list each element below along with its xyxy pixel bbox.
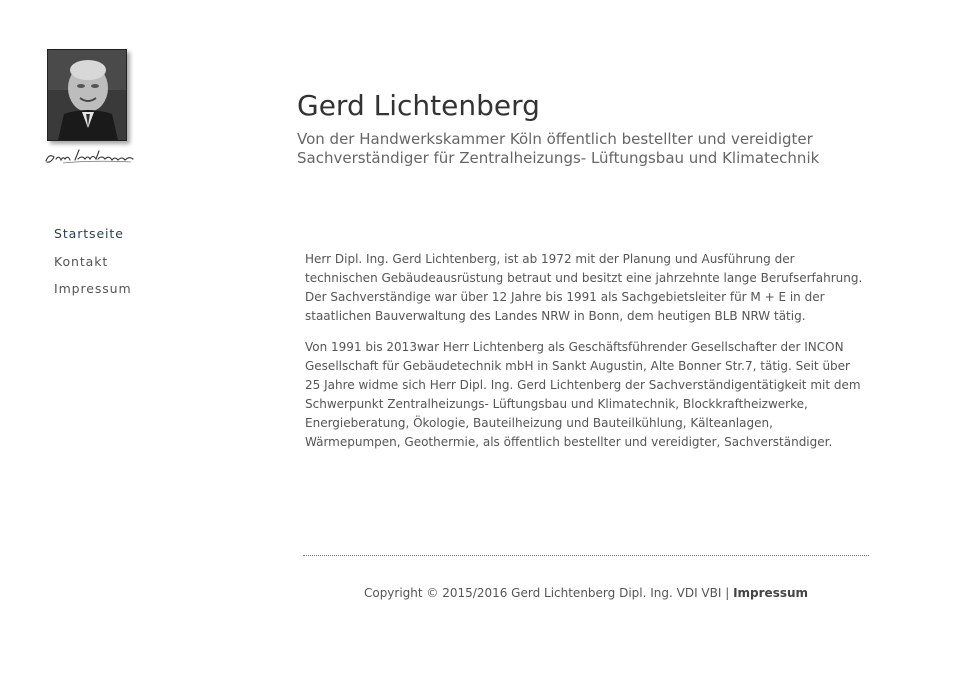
- site-subtitle: [297, 130, 857, 168]
- portrait-block: [43, 47, 138, 172]
- portrait-photo: [47, 49, 127, 141]
- subtitle-line-1: Von der Handwerkskammer Köln öffentlich bestellter und vereidigter: [297, 130, 813, 148]
- nav-item-impressum[interactable]: Impressum: [54, 281, 132, 296]
- nav-item-startseite[interactable]: Startseite: [54, 226, 124, 241]
- subtitle-line-2: Sachverständiger für Zentralheizungs- Lüftungsbau und Klimatechnik: [297, 149, 820, 167]
- nav-item-kontakt[interactable]: Kontakt: [54, 253, 109, 269]
- footer-divider: [303, 555, 869, 556]
- footer: [303, 586, 869, 600]
- content-paragraph-1: Herr Dipl. Ing. Gerd Lichtenberg, ist ab 1972 mit der Planung und Ausführung der technischen Gebäudeausrüstung betraut und besitzt eine jahrzehnte lange Berufserfahrung. Der Sachverständige war über 12 Jahre bis 1991 als Sachgebietsleiter für M + E in der staatlichen Bauverwaltung des Landes NRW in Bonn, dem heutigen BLB NRW tätig.: [305, 252, 863, 323]
- site-title: Gerd Lichtenberg: [297, 89, 540, 122]
- signature-image: [43, 145, 138, 169]
- portrait-image: [48, 50, 126, 140]
- main-content: [305, 250, 865, 464]
- footer-copyright: Copyright © 2015/2016 Gerd Lichtenberg Dipl. Ing. VDI VBI |: [363, 586, 734, 600]
- content-paragraph-2: Von 1991 bis 2013war Herr Lichtenberg als Geschäftsführender Gesellschafter der INCON Gesellschaft für Gebäudetechnik mbH in Sankt Augustin, Alte Bonner Str.7, tätig. Seit über 25 Jahre widme sich Herr Dipl. Ing. Gerd Lichtenberg der Sachverständigentätigkeit mit dem Schwerpunkt Zentralheizungs- Lüftungsbau und Klimatechnik, Blockkraftheizwerke, Energieberatung, Ökologie, Bauteilheizung und Bauteilkühlung, Kälteanlagen, Wärmepumpen, Geothermie, als öffentlich bestellter und vereidigter, Sachverständiger.: [305, 340, 861, 449]
- footer-impressum-link[interactable]: Impressum: [733, 586, 809, 600]
- main-navigation: [54, 226, 132, 309]
